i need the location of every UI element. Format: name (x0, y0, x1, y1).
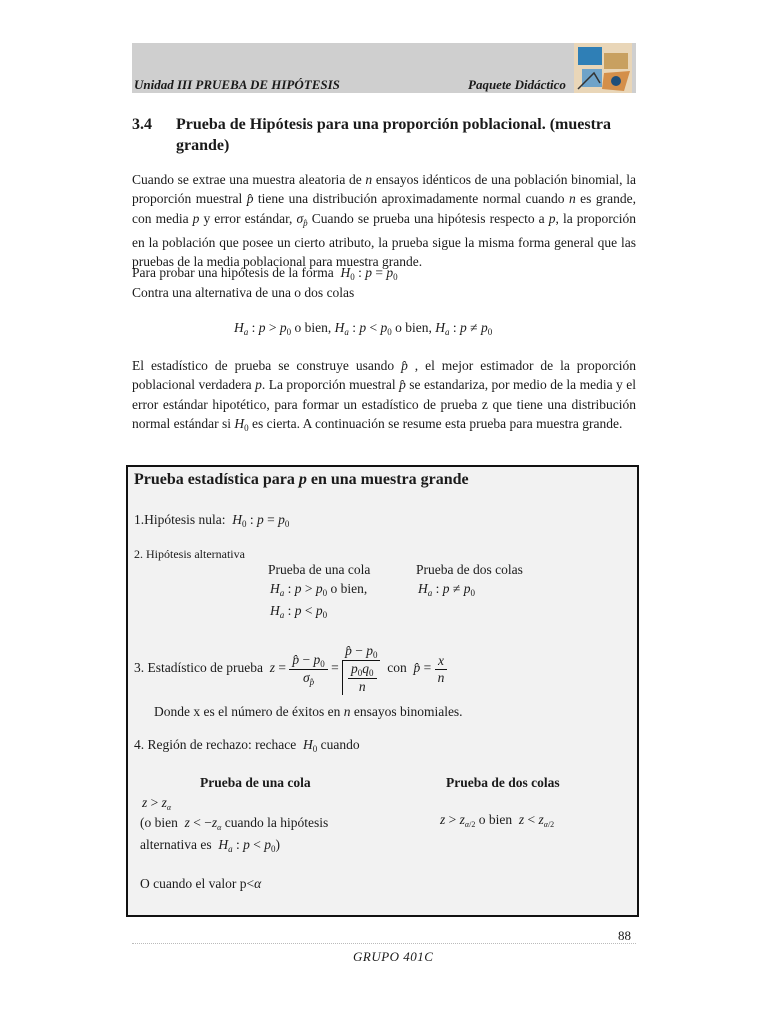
alternative-formulas: $H_a$ : $p > p_0$ o bien, $H_a$ : $p < p_0$ o bien, $H_a$ : $p \ne p_0$ (234, 320, 493, 337)
collage-logo-icon (574, 43, 632, 93)
section-title-rest: . (muestra grande) (176, 116, 611, 154)
alternative-line: Contra una alternativa de una o dos colas (132, 285, 355, 300)
p-value-rule: O cuando el valor p<α (140, 876, 262, 891)
one-tail-header: Prueba de una cola (268, 562, 371, 577)
rr-one-tail-alt: (o bien $z < -z_\alpha$ cuando la hipótesis (140, 815, 329, 832)
statistic-paragraph: El estadístico de prueba se construye usando p̂ , el mejor estimador de la proporción poblacional verdadera p. La proporción muestral p̂ se estandariza, por medio de la media y el error estándar hipotético, para formar un estadístico de prueba z que tiene una distribución normal estándar si $H_0$ es cierta. A continuación se resume esta prueba para muestra grande. (132, 358, 636, 433)
page-header (132, 43, 636, 93)
page-number: 88 (618, 928, 631, 943)
box-title: Prueba estadística para p en una muestra grande (134, 471, 469, 488)
two-tail-alt: $H_a$ : $p \ne p_0$ (418, 581, 475, 598)
alt-hypothesis-label: 2. Hipótesis alternativa (134, 547, 245, 561)
section-title-main: Prueba de Hipótesis para una proporción poblacional (176, 116, 542, 133)
section-number: 3.4 (132, 116, 152, 133)
test-statistic: 3. Estadístico de prueba z = $\frac{p̂ - p_0}{\sigma_{p̂}}$ = $\frac{p̂ - p_0}{\frac{p_0q_0}{n}}$ con p̂ = $\frac{x}{n}$ (134, 643, 447, 695)
null-form-line: Para probar una hipótesis de la forma $H_0$ : $p = p_0$ (132, 265, 398, 282)
package-title: Paquete Didáctico (468, 77, 566, 92)
rr-two-tail-header: Prueba de dos colas (446, 775, 560, 790)
where-x-note: Donde x es el número de éxitos en n ensayos binomiales. (154, 704, 463, 719)
one-tail-alt-1: $H_a$ : $p > p_0$ o bien, (270, 581, 368, 598)
unit-title: Unidad III PRUEBA DE HIPÓTESIS (134, 77, 340, 92)
rr-one-tail-header: Prueba de una cola (200, 775, 311, 790)
rr-one-tail-rule: $z > z_\alpha$ (142, 795, 172, 812)
rr-one-tail-alt-es: alternativa es $H_a$ : $p < p_0$) (140, 837, 280, 854)
two-tail-header: Prueba de dos colas (416, 562, 523, 577)
summary-box (126, 465, 639, 917)
one-tail-alt-2: $H_a$ : $p < p_0$ (270, 603, 328, 620)
rejection-region-label: 4. Región de rechazo: rechace $H_0$ cuando (134, 737, 360, 754)
footer-group: GRUPO 401C (353, 949, 434, 964)
null-hypothesis: 1.Hipótesis nula: $H_0$ : $p = p_0$ (134, 512, 290, 529)
rr-two-tail-rule: $z > z_{\alpha/2}$ o bien $z < z_{\alpha/2}$ (440, 812, 555, 829)
intro-paragraph: Cuando se extrae una muestra aleatoria de n ensayos idénticos de una población binomial, la proporción muestral p̂ tiene una distribución aproximadamente normal cuando n es grande, con media p y error estándar, $\sigma_{p̂}$ Cuando se prueba una hipótesis respecto a p, la proporción en la población que posee un cierto atributo, la prueba sigue la misma forma general que las pruebas de la media poblacional para muestra grande. (132, 172, 636, 270)
footer-divider (132, 943, 636, 944)
